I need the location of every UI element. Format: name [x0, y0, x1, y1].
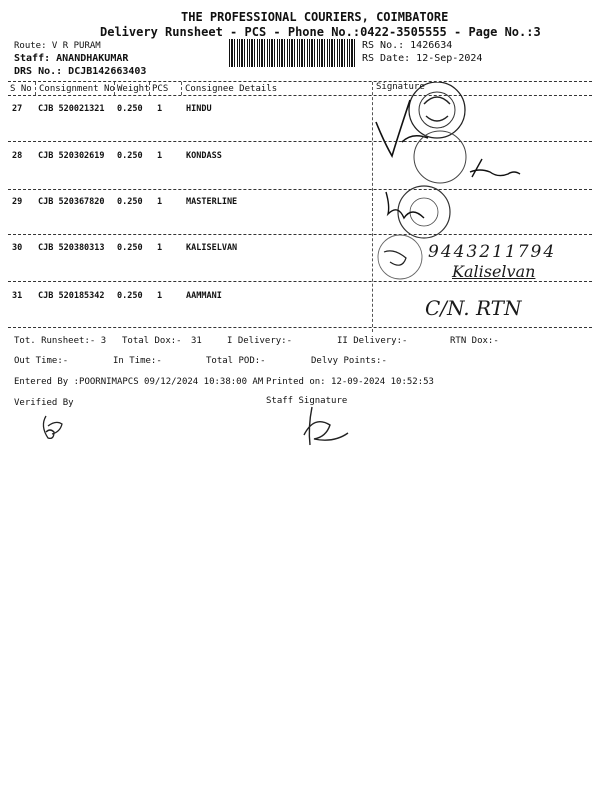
- col-consignee: Consignee Details: [185, 84, 278, 94]
- signature-column-marks: [372, 82, 592, 332]
- stamp-icon: [398, 186, 450, 238]
- total-dox-value: 31: [191, 336, 202, 346]
- row-consignment: CJB 520185342: [38, 291, 105, 301]
- staff-signature-mark: [296, 405, 356, 450]
- row-pcs: 1: [157, 197, 163, 207]
- row-consignment: CJB 520367820: [38, 197, 105, 207]
- row-weight: 0.250: [117, 197, 143, 207]
- row-consignment: CJB 520302619: [38, 151, 105, 161]
- col-weight: Weight: [117, 84, 150, 94]
- printed-on: Printed on: 12-09-2024 10:52:53: [266, 377, 434, 387]
- verified-by: Verified By: [14, 398, 74, 408]
- signature-mark: [376, 100, 428, 156]
- row-pcs: 1: [157, 104, 163, 114]
- route-label: Route: V R PURAM: [14, 41, 101, 51]
- runsheet-subtitle: Delivery Runsheet - PCS - Phone No.:0422-3505555 - Page No.:3: [100, 25, 541, 39]
- row-weight: 0.250: [117, 291, 143, 301]
- total-dox-label: Total Dox:-: [122, 336, 182, 346]
- in-time: In Time:-: [113, 356, 162, 366]
- row-sno: 29: [12, 197, 23, 207]
- row-pcs: 1: [157, 291, 163, 301]
- col-pcs: PCS: [152, 84, 169, 94]
- handwritten-note: C/N. RTN: [425, 296, 522, 320]
- company-title: THE PROFESSIONAL COURIERS, COIMBATORE: [181, 10, 449, 24]
- out-time: Out Time:-: [14, 356, 69, 366]
- handwritten-phone: 9443211794: [428, 242, 557, 262]
- signature-mark: [384, 251, 406, 265]
- tot-runsheet: Tot. Runsheet:- 3: [14, 336, 107, 346]
- verifier-initials-mark: [38, 412, 68, 442]
- row-pcs: 1: [157, 151, 163, 161]
- rs-number: RS No.: 1426634: [362, 40, 453, 51]
- drs-number: DRS No.: DCJB142663403: [14, 66, 147, 77]
- handwritten-name: Kaliselvan: [452, 262, 536, 281]
- rs-date: RS Date: 12-Sep-2024: [362, 53, 483, 64]
- stamp-icon: [409, 82, 465, 138]
- staff-label: Staff: ANANDHAKUMAR: [14, 53, 129, 64]
- stamp-icon: [414, 131, 466, 183]
- entered-by: Entered By :POORNIMAPCS 09/12/2024 10:38:00 AM: [14, 377, 264, 387]
- col-sep: [35, 82, 36, 95]
- row-consignment: CJB 520380313: [38, 243, 105, 253]
- col-consignment: Consignment No: [39, 84, 115, 94]
- delvy-points: Delvy Points:-: [311, 356, 387, 366]
- barcode: [229, 39, 357, 67]
- row-consignment: CJB 520021321: [38, 104, 105, 114]
- col-sno: S No: [10, 84, 32, 94]
- row-weight: 0.250: [117, 243, 143, 253]
- col-sep: [114, 82, 115, 95]
- total-pod: Total POD:-: [206, 356, 266, 366]
- row-consignee: AAMMANI: [186, 291, 222, 301]
- col-sep: [181, 82, 182, 95]
- signature-mark: [470, 159, 520, 177]
- row-weight: 0.250: [117, 104, 143, 114]
- row-sno: 28: [12, 151, 23, 161]
- row-consignee: KONDASS: [186, 151, 222, 161]
- row-weight: 0.250: [117, 151, 143, 161]
- row-consignee: MASTERLINE: [186, 197, 238, 207]
- row-pcs: 1: [157, 243, 163, 253]
- i-delivery: I Delivery:-: [227, 336, 293, 346]
- row-sno: 30: [12, 243, 23, 253]
- row-sno: 27: [12, 104, 23, 114]
- signature-mark: [386, 192, 424, 218]
- staff-signature-label: Staff Signature: [266, 396, 348, 406]
- row-consignee: HINDU: [186, 104, 212, 114]
- row-consignee: KALISELVAN: [186, 243, 238, 253]
- ii-delivery: II Delivery:-: [337, 336, 408, 346]
- rtn-dox: RTN Dox:-: [450, 336, 499, 346]
- col-sep: [149, 82, 150, 95]
- stamp-icon: [378, 235, 422, 279]
- col-signature: Signature: [376, 82, 425, 92]
- row-sno: 31: [12, 291, 23, 301]
